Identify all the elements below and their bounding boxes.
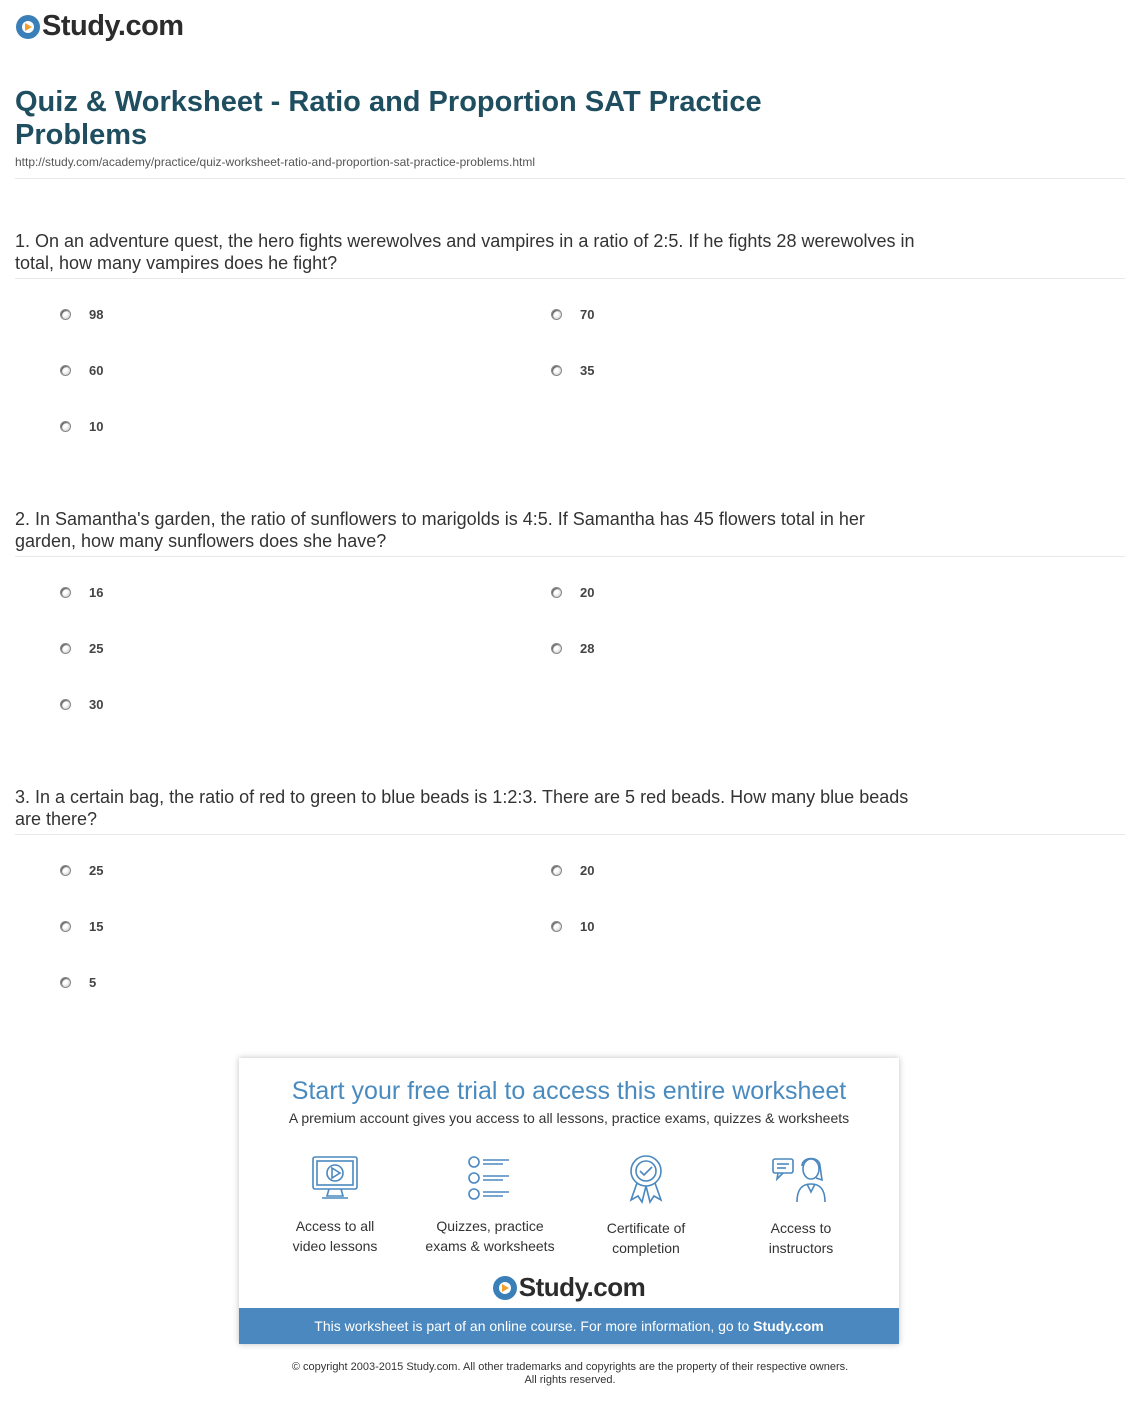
option-label: 25 xyxy=(89,863,104,878)
radio-button[interactable] xyxy=(551,865,562,876)
answer-option[interactable] xyxy=(551,863,594,878)
study-link[interactable]: Study.com xyxy=(753,1318,824,1334)
question-1: 1. On an adventure quest, the hero fights werewolves and vampires in a ratio of 2:5. If he fights 28 werewolves in total, how many vampires does he fight? xyxy=(15,231,915,273)
logo-text: Study.com xyxy=(42,10,184,42)
radio-button[interactable] xyxy=(551,365,562,376)
question-2: 2. In Samantha's garden, the ratio of sunflowers to marigolds is 4:5. If Samantha has 45 flowers total in her garden, how many sunflowers does she have? xyxy=(15,509,865,551)
option-label: 70 xyxy=(580,307,595,322)
radio-button[interactable] xyxy=(60,365,71,376)
option-label: 60 xyxy=(89,363,104,378)
rights-line: All rights reserved. xyxy=(524,1374,616,1386)
option-label: 16 xyxy=(89,585,104,600)
divider xyxy=(15,178,1125,179)
answer-option[interactable] xyxy=(60,919,103,934)
study-logo[interactable] xyxy=(16,10,184,43)
divider xyxy=(15,556,1125,557)
feature-certificate xyxy=(571,1154,721,1258)
divider xyxy=(15,278,1125,279)
answer-option[interactable] xyxy=(60,975,96,990)
answer-option[interactable] xyxy=(60,585,103,600)
footer-copyright xyxy=(0,1361,1140,1387)
option-label: 98 xyxy=(89,307,104,322)
certificate-ribbon-icon xyxy=(621,1154,671,1204)
option-label: 20 xyxy=(580,585,595,600)
feature-quizzes xyxy=(415,1154,565,1256)
copyright-line: © copyright 2003-2015 Study.com. All other trademarks and copyrights are the property of their respective owners. xyxy=(291,1361,849,1373)
answer-option[interactable] xyxy=(551,307,594,322)
radio-button[interactable] xyxy=(60,587,71,598)
feature-label: Access to instructors xyxy=(768,1220,834,1256)
option-label: 28 xyxy=(580,641,595,656)
page-url[interactable]: http://study.com/academy/practice/quiz-worksheet-ratio-and-proportion-sat-practice-problems.html xyxy=(15,155,535,169)
feature-instructors xyxy=(726,1154,876,1258)
radio-button[interactable] xyxy=(551,643,562,654)
question-3: 3. In a certain bag, the ratio of red to green to blue beads is 1:2:3. There are 5 red beads. How many blue beads are there? xyxy=(15,787,909,829)
answer-option[interactable] xyxy=(60,863,103,878)
option-label: 5 xyxy=(89,975,97,990)
answer-option[interactable] xyxy=(60,419,103,434)
option-label: 30 xyxy=(89,697,104,712)
promo-info-bar[interactable] xyxy=(239,1308,899,1344)
answer-option[interactable] xyxy=(60,307,103,322)
radio-button[interactable] xyxy=(60,421,71,432)
video-lesson-icon xyxy=(310,1154,360,1202)
instructor-icon xyxy=(771,1154,831,1204)
option-label: 25 xyxy=(89,641,104,656)
radio-button[interactable] xyxy=(60,977,71,988)
answer-option[interactable] xyxy=(551,641,594,656)
free-trial-promo[interactable] xyxy=(239,1058,899,1344)
radio-button[interactable] xyxy=(60,309,71,320)
answer-option[interactable] xyxy=(551,585,594,600)
play-logo-icon xyxy=(493,1276,517,1300)
answer-option[interactable] xyxy=(551,919,594,934)
radio-button[interactable] xyxy=(60,921,71,932)
answer-option[interactable] xyxy=(60,641,103,656)
promo-bar-text: This worksheet is part of an online course. For more information, go to xyxy=(314,1318,754,1334)
promo-study-logo[interactable] xyxy=(239,1272,899,1303)
checklist-icon xyxy=(465,1154,515,1202)
radio-button[interactable] xyxy=(60,643,71,654)
radio-button[interactable] xyxy=(551,587,562,598)
play-logo-icon xyxy=(16,15,40,39)
feature-label: Certificate of completion xyxy=(606,1220,686,1256)
radio-button[interactable] xyxy=(60,865,71,876)
answer-option[interactable] xyxy=(551,363,594,378)
promo-title[interactable]: Start your free trial to access this entire worksheet xyxy=(291,1077,847,1105)
divider xyxy=(15,834,1125,835)
feature-label: Access to all video lessons xyxy=(292,1218,378,1254)
option-label: 10 xyxy=(580,919,595,934)
option-label: 15 xyxy=(89,919,104,934)
radio-button[interactable] xyxy=(551,921,562,932)
answer-option[interactable] xyxy=(60,697,103,712)
radio-button[interactable] xyxy=(60,699,71,710)
option-label: 20 xyxy=(580,863,595,878)
page-title: Quiz & Worksheet - Ratio and Proportion SAT Practice Problems xyxy=(15,86,762,151)
feature-label: Quizzes, practice exams & worksheets xyxy=(425,1218,555,1254)
option-label: 10 xyxy=(89,419,104,434)
feature-video-lessons xyxy=(260,1154,410,1256)
radio-button[interactable] xyxy=(551,309,562,320)
answer-option[interactable] xyxy=(60,363,103,378)
promo-subtitle: A premium account gives you access to all lessons, practice exams, quizzes & worksheets xyxy=(288,1110,850,1126)
logo-text: Study.com xyxy=(518,1272,646,1302)
option-label: 35 xyxy=(580,363,595,378)
